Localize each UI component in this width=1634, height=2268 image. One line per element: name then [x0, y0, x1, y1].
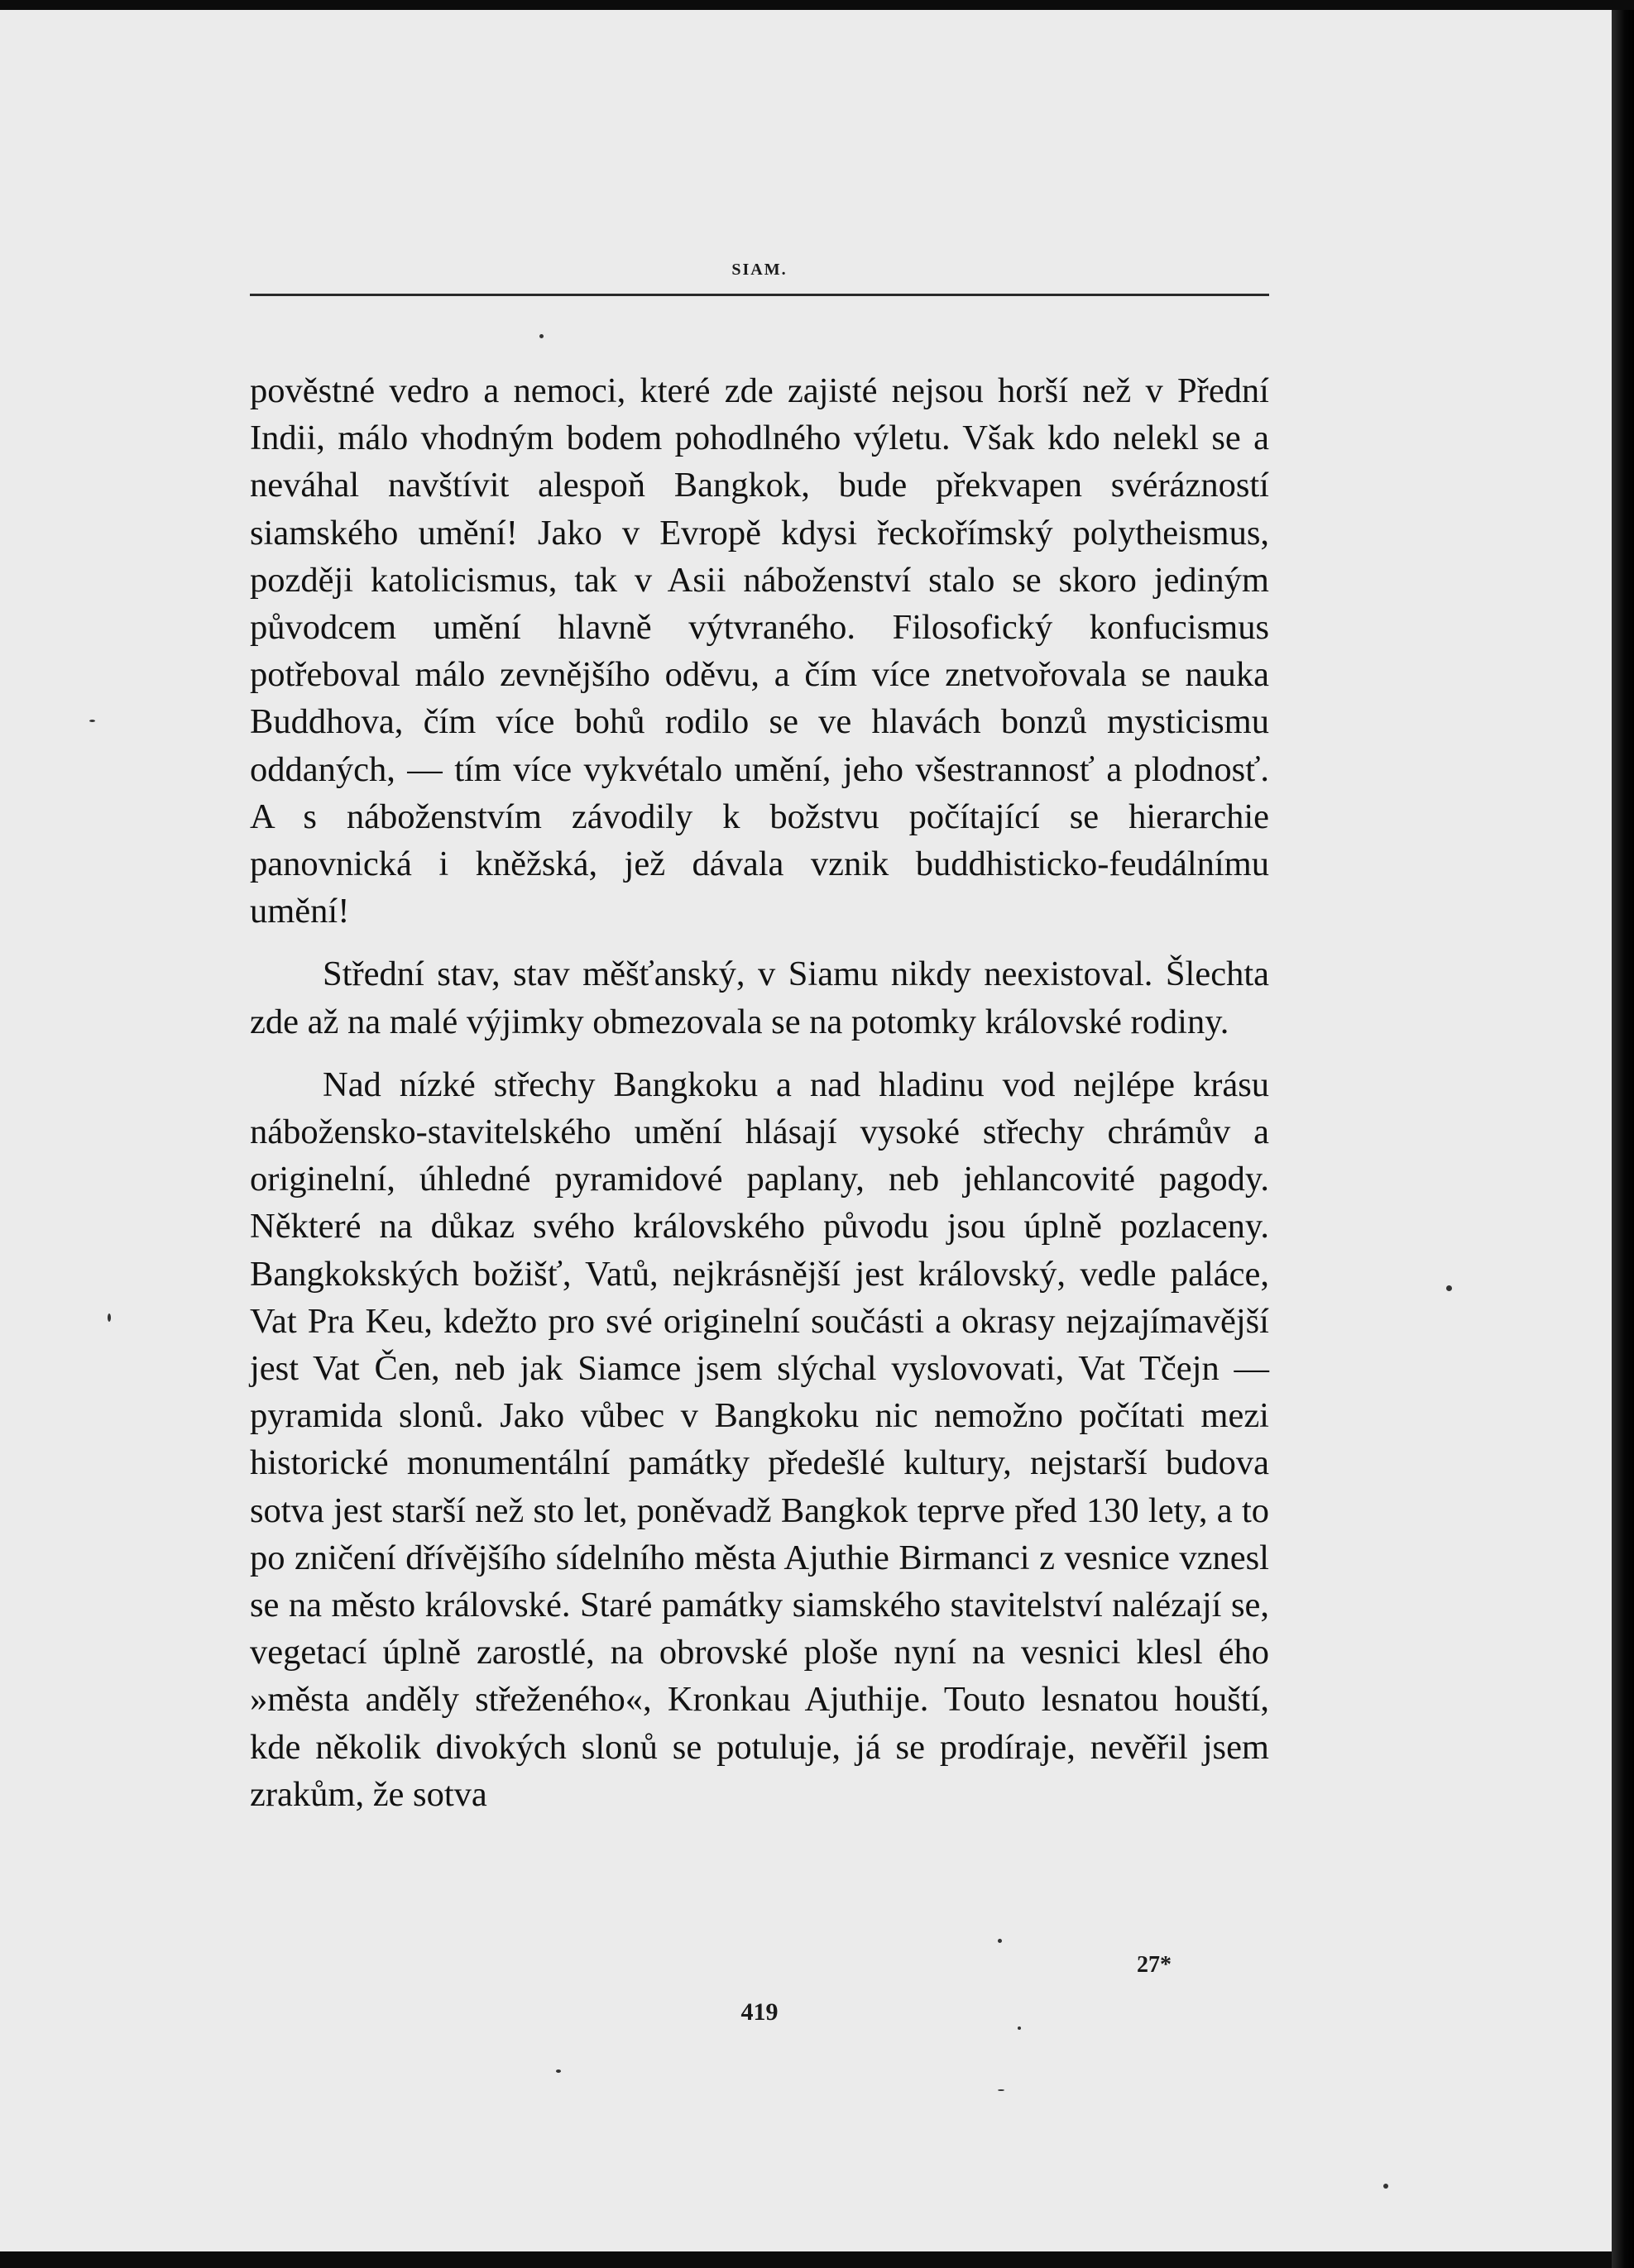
scan-speck [998, 1939, 1002, 1943]
paragraph-2: Střední stav, stav měšťanský, v Siamu nikdy neexistoval. Šlechta zde až na malé výjimky obmezovala se na potomky královské rodiny. [250, 955, 1269, 1041]
body-text [250, 367, 1269, 1818]
scan-speck [539, 334, 544, 338]
signature-mark: 27* [1137, 1952, 1172, 1978]
page-edge-shadow [1612, 10, 1634, 2268]
scan-speck [998, 2089, 1004, 2091]
running-title: SIAM. [731, 261, 788, 279]
header-rule [250, 294, 1269, 296]
scan-speck [108, 1313, 111, 1322]
scan-speck [1383, 2184, 1388, 2189]
page-number: 419 [740, 1998, 779, 2026]
scan-speck [89, 720, 95, 722]
running-header [250, 261, 1269, 302]
book-page [0, 10, 1617, 2251]
paragraph-3: Nad nízké střechy Bangkoku a nad hladinu vod nejlépe krásu nábožensko-stavitelského umění hlásají vysoké střechy chrámův a originelní, úhledné pyramidové paplany, neb jehlancovité pagody. Některé na důkaz svého královského původu jsou úplně pozlaceny. Bangkokských božišť, Vatů, nejkrásnější jest královský, vedle paláce, Vat Pra Keu, kdežto pro své originelní součásti a okrasy nejzajímavější jest Vat Čen, neb jak Siamce jsem slýchal vyslovovati, Vat Tčejn — pyramida slonů. Jako vůbec v Bangkoku nic nemožno počítati mezi historické monumentální památky předešlé kultury, nejstarší budova sotva jest starší než sto let, poněvadž Bangkok teprve před 130 lety, a to po zničení dřívějšího sídelního města Ajuthie Birmanci z vesnice vznesl se na město královské. Staré památky siamského stavitelství nalézají se, vegetací úplně zarostlé, na obrovské ploše nyní na vesnici klesl ého »města anděly střeženého«, Kronkau Ajuthije. Touto lesnatou houští, kde několik divokých slonů se potuluje, já se prodíraje, nevěřil jsem zrakům, že sotva [250, 1065, 1269, 1814]
paragraph-1: pověstné vedro a nemoci, které zde zajisté nejsou horší než v Přední Indii, málo vhodným bodem pohodlného výletu. Však kdo nelekl se a neváhal navštívit alespoň Bangkok, bude překvapen svérázností siamského umění! Jako v Evropě kdysi řeckořímský polytheismus, později katolicismus, tak v Asii náboženství stalo se skoro jediným původcem umění hlavně výtvraného. Filosofický konfucismus potřeboval málo zevnějšího oděvu, a čím více znetvořovala se nauka Buddhova, čím více bohů rodilo se ve hlavách bonzů mysticismu oddaných, — tím více vykvétalo umění, jeho všestrannosť a plodnosť. A s náboženstvím závodily k božstvu počítající se hierarchie panovnická i kněžská, jež dávala vznik buddhisticko-feudálnímu umění! [250, 371, 1269, 931]
scan-speck [1018, 2026, 1021, 2030]
scan-speck [1446, 1285, 1452, 1291]
scan-speck [556, 2069, 561, 2073]
